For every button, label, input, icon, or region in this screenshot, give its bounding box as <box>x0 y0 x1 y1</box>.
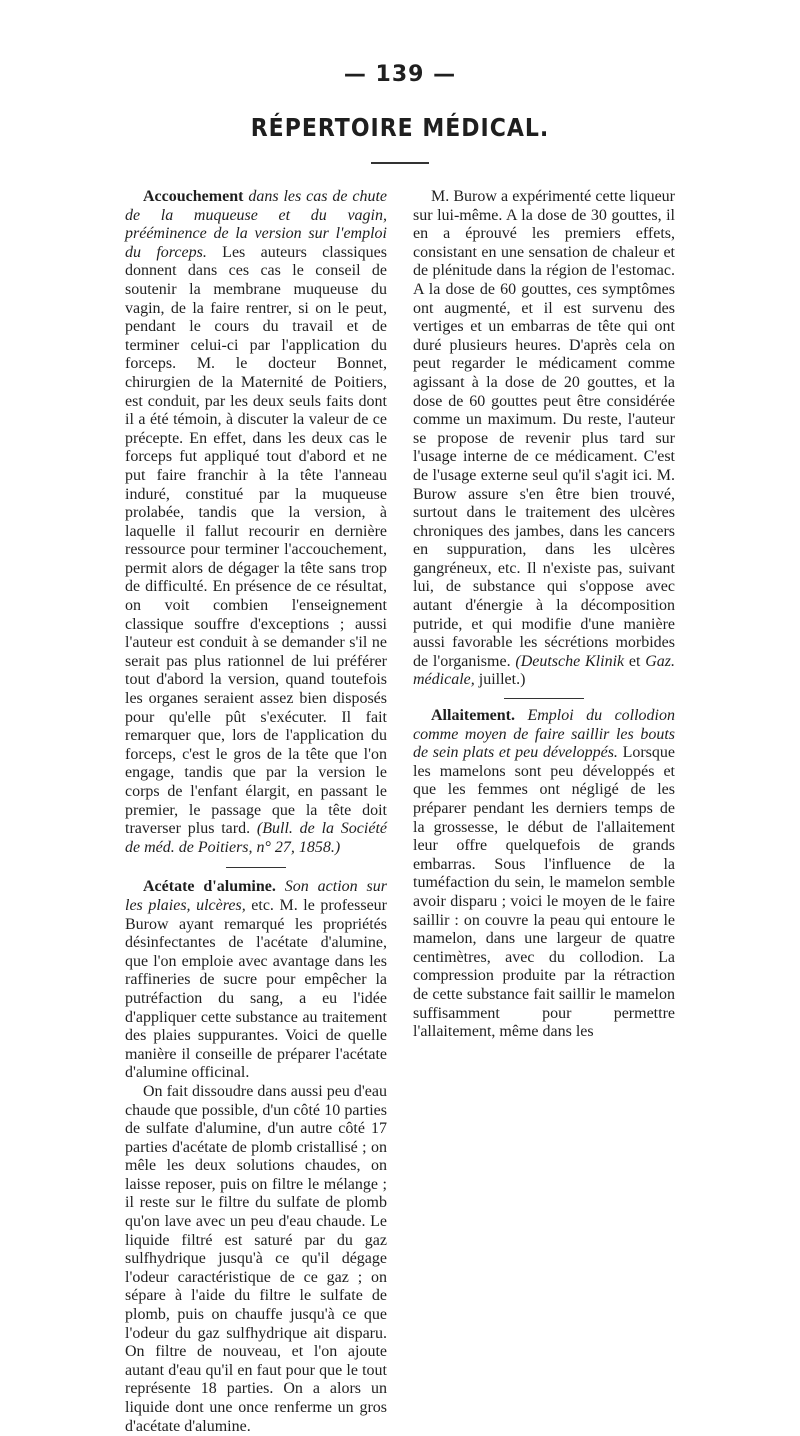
article-body: etc. M. le professeur Burow ayant remarqué les propriétés désinfectantes de l'acétate d'alumine, que l'on emploie avec avantage dans les raffineries de sucre pour empêcher la putréfaction du sang, a eu l'idée d'appliquer cette substance au traitement des plaies suppurantes. Voici de quelle manière il conseille de préparer l'acétate d'alumine officinal. <box>125 896 388 1082</box>
title-rule <box>371 162 429 164</box>
article-acetate-continued <box>125 1083 387 1436</box>
article-citation: juillet.) <box>478 671 526 689</box>
article-subtitle: Son action sur les plaies, ulcères, <box>125 878 387 914</box>
article-divider <box>504 698 584 699</box>
article-heading: Accouchement <box>143 188 244 205</box>
article-acetate <box>125 878 387 1083</box>
article-allaitement <box>413 707 675 1042</box>
article-citation-joiner: et <box>628 652 641 670</box>
article-citation: (Deutsche Klinik <box>515 652 625 670</box>
right-column <box>413 188 675 1042</box>
article-citation: (Bull. de la Société de méd. de Poitiers, n° 27, 1858.) <box>125 820 388 856</box>
article-body: Les auteurs classiques donnent dans ces cas le conseil de soutenir la membrane muqueuse du vagin, de la faire rentrer, si on le peut, pendant le cours du travail et de terminer celui-ci par l'application du forceps. M. le docteur Bonnet, chirurgien de la Maternité de Poitiers, est conduit, par les deux seuls faits dont il a été témoin, à discuter la valeur de ce précepte. En effet, dans les deux cas le forceps fut appliqué tout d'abord et ne put faire franchir à la tête l'anneau induré, constitué par la muqueuse prolabée, tandis que la version, à laquelle il fallut recourir en dernière ressource pour terminer l'accouchement, permit alors de dégager la tête sans trop de difficulté. En présence de ce résultat, on voit combien l'enseignement classique souffre d'exceptions ; aussi l'auteur est conduit à se demander s'il ne serait pas plus rationnel de lui préférer tout d'abord la version, quand toutefois les organes seraient assez bien disposés pour qu'elle pût s'exécuter. Il fait remarquer que, lors de l'application du forceps, c'est le gros de la tête que l'on engage, tandis que par la version le corps de l'enfant élargit, en passant le premier, le passage que la tête doit traverser plus tard. <box>125 243 387 838</box>
article-heading: Allaitement. <box>431 707 515 725</box>
left-column <box>125 188 387 1436</box>
article-body: On fait dissoudre dans aussi peu d'eau chaude que possible, d'un côté 10 parties de sulfate d'alumine, d'un autre côté 17 parties d'acétate de plomb cristallisé ; on mêle les deux solutions chaudes, on laisse reposer, puis on filtre le mélange ; il reste sur le filtre du sulfate de plomb qu'on lave avec un peu d'eau chaude. Le liquide filtré est saturé par du gaz sulfhydrique jusqu'à ce qu'il dégage l'odeur caractéristique de ce gaz ; on sépare à l'aide du filtre le sulfate de plomb, puis on chauffe jusqu'à ce que l'odeur du gaz sulfhydrique ait disparu. On filtre de nouveau, et l'on ajoute autant d'eau qu'il en faut pour que le tout représente 18 parties. On a alors un liquide dont une once renferme un gros d'acétate d'alumine. <box>125 1082 387 1435</box>
article-heading: Acétate d'alumine. <box>143 878 276 896</box>
article-subtitle: Emploi du collodion comme moyen de faire saillir les bouts de sein plats et peu développés. <box>413 707 675 762</box>
article-subtitle: dans les cas de chute de la muqueuse et du vagin, prééminence de la version sur l'emploi du forceps. <box>125 188 388 261</box>
article-body: M. Burow a expérimenté cette liqueur sur lui-même. A la dose de 30 gouttes, il en a éprouvé les premiers effets, consistant en une sensation de chaleur et de plénitude dans la région de l'estomac. A la dose de 60 gouttes, ces symptômes ont augmenté, et il est survenu des vertiges et un embarras de tête qui ont duré plusieurs heures. D'après cela on peut regarder le médicament comme agissant à la dose de 20 gouttes, et la dose de 60 gouttes peut être considérée comme un maximum. Du reste, l'auteur se propose de revenir plus tard sur l'usage interne de ce médicament. C'est de l'usage externe seul qu'il s'agit ici. M. Burow assure s'en être bien trouvé, surtout dans le traitement des ulcères chroniques des jambes, dans les cancers en suppuration, dans les ulcères gangréneux, etc. Il n'existe pas, suivant lui, de substance qui s'oppose avec autant d'énergie à la décomposition putride, et qui modifie d'une manière aussi favorable les sécrétions morbides de l'organisme. <box>413 188 675 670</box>
page-number: — 139 — <box>343 62 457 87</box>
page-title: RÉPERTOIRE MÉDICAL. <box>250 114 550 143</box>
article-accouchement <box>125 188 387 857</box>
article-divider <box>226 867 286 868</box>
article-acetate-continued-2 <box>413 188 675 690</box>
article-citation: Gaz. médicale, <box>413 652 675 689</box>
article-body: Lorsque les mamelons sont peu développés et que les femmes ont négligé de les préparer pendant les derniers temps de la grossesse, le début de l'allaitement leur offre quelquefois de grands embarras. Sous l'influence de la tuméfaction du sein, le mamelon semble avoir disparu ; voici le moyen de le faire saillir : on couvre la peau qui entoure le mamelon, dans une largeur de quatre centimètres, avec du collodion. La compression produite par la rétraction de cette substance fait saillir le mamelon suffisamment pour permettre l'allaitement, même dans les <box>413 744 675 1041</box>
